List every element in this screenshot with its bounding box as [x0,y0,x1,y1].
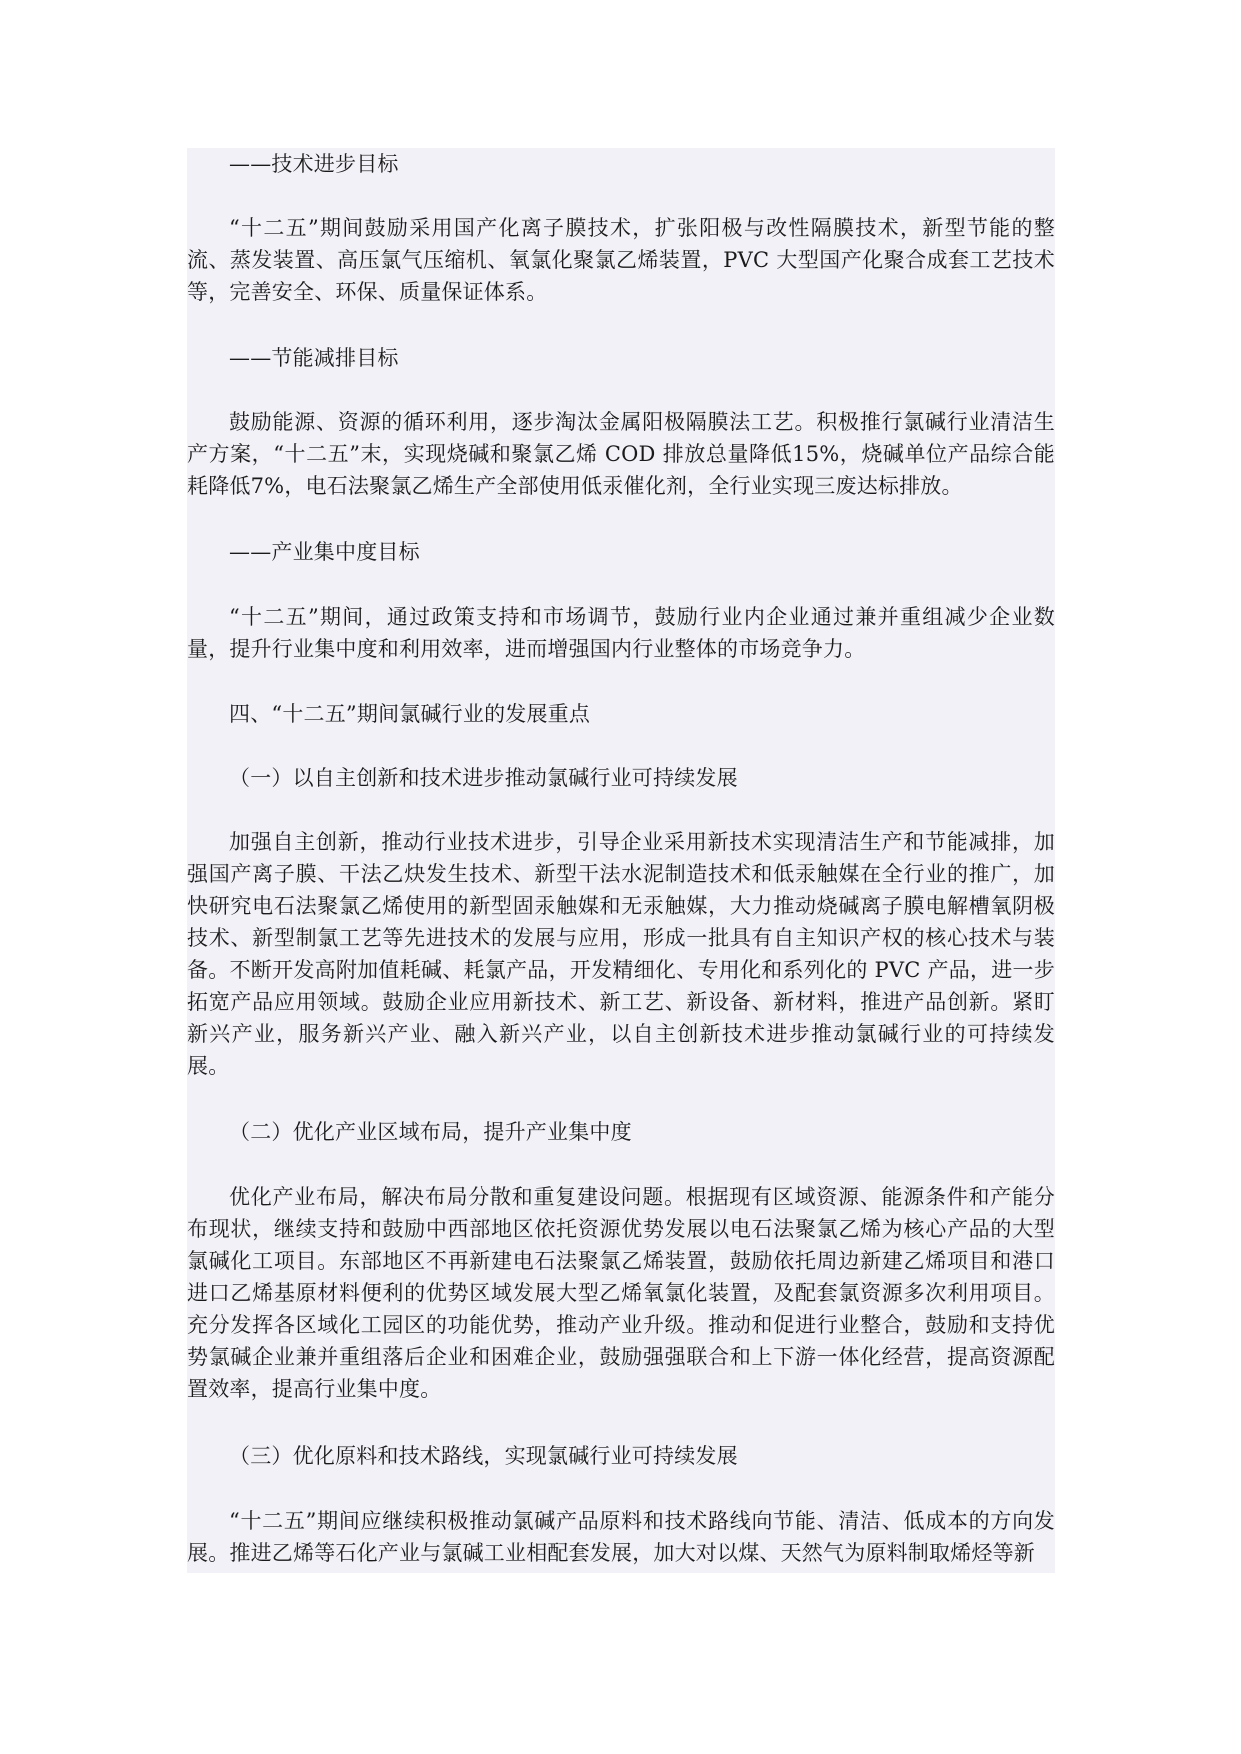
paragraph-energy-saving: 鼓励能源、资源的循环利用，逐步淘汰金属阳极隔膜法工艺。积极推行氯碱行业清洁生产方案，“十二五”末，实现烧碱和聚氯乙烯 COD 排放总量降低15%，烧碱单位产品综合能耗降低7%，电石法聚氯乙烯生产全部使用低汞催化剂，全行业实现三废达标排放。 [187,410,1055,498]
section-heading-tech-progress: ——技术进步目标 [229,152,399,176]
paragraph-regional-layout: 优化产业布局，解决布局分散和重复建设问题。根据现有区域资源、能源条件和产能分布现状，继续支持和鼓励中西部地区依托资源优势发展以电石法聚氯乙烯为核心产品的大型氯碱化工项目。东部地区不再新建电石法聚氯乙烯装置，鼓励依托周边新建乙烯项目和港口进口乙烯基原材料便利的优势区域发展大型乙烯氧氯化装置，及配套氯资源多次利用项目。充分发挥各区域化工园区的功能优势，推动产业升级。推动和促进行业整合，鼓励和支持优势氯碱企业兼并重组落后企业和困难企业，鼓励强强联合和上下游一体化经营，提高资源配置效率，提高行业集中度。 [187,1185,1055,1401]
subsection-heading-1: （一）以自主创新和技术进步推动氯碱行业可持续发展 [229,766,738,790]
paragraph-industry-concentration: “十二五”期间，通过政策支持和市场调节，鼓励行业内企业通过兼并重组减少企业数量，提升行业集中度和利用效率，进而增强国内行业整体的市场竞争力。 [187,605,1055,661]
section-heading-energy-saving: ——节能减排目标 [229,346,399,370]
chapter-heading-development-priorities: 四、“十二五”期间氯碱行业的发展重点 [229,702,591,726]
subsection-heading-3: （三）优化原料和技术路线，实现氯碱行业可持续发展 [229,1444,738,1468]
paragraph-innovation: 加强自主创新，推动行业技术进步，引导企业采用新技术实现清洁生产和节能减排，加强国产离子膜、干法乙炔发生技术、新型干法水泥制造技术和低汞触媒在全行业的推广，加快研究电石法聚氯乙烯使用的新型固汞触媒和无汞触媒，大力推动烧碱离子膜电解槽氧阴极技术、新型制氯工艺等先进技术的发展与应用，形成一批具有自主知识产权的核心技术与装备。不断开发高附加值耗碱、耗氯产品，开发精细化、专用化和系列化的 PVC 产品，进一步拓宽产品应用领域。鼓励企业应用新技术、新工艺、新设备、新材料，推进产品创新。紧盯新兴产业，服务新兴产业、融入新兴产业，以自主创新技术进步推动氯碱行业的可持续发展。 [187,830,1055,1078]
document-body [187,148,1055,1573]
section-heading-industry-concentration: ——产业集中度目标 [229,540,420,564]
subsection-heading-2: （二）优化产业区域布局，提升产业集中度 [229,1120,632,1144]
paragraph-tech-progress: “十二五”期间鼓励采用国产化离子膜技术，扩张阳极与改性隔膜技术，新型节能的整流、蒸发装置、高压氯气压缩机、氧氯化聚氯乙烯装置，PVC 大型国产化聚合成套工艺技术等，完善安全、环保、质量保证体系。 [187,216,1055,304]
paragraph-raw-materials: “十二五”期间应继续积极推动氯碱产品原料和技术路线向节能、清洁、低成本的方向发展。推进乙烯等石化产业与氯碱工业相配套发展，加大对以煤、天然气为原料制取烯烃等新 [187,1509,1055,1565]
